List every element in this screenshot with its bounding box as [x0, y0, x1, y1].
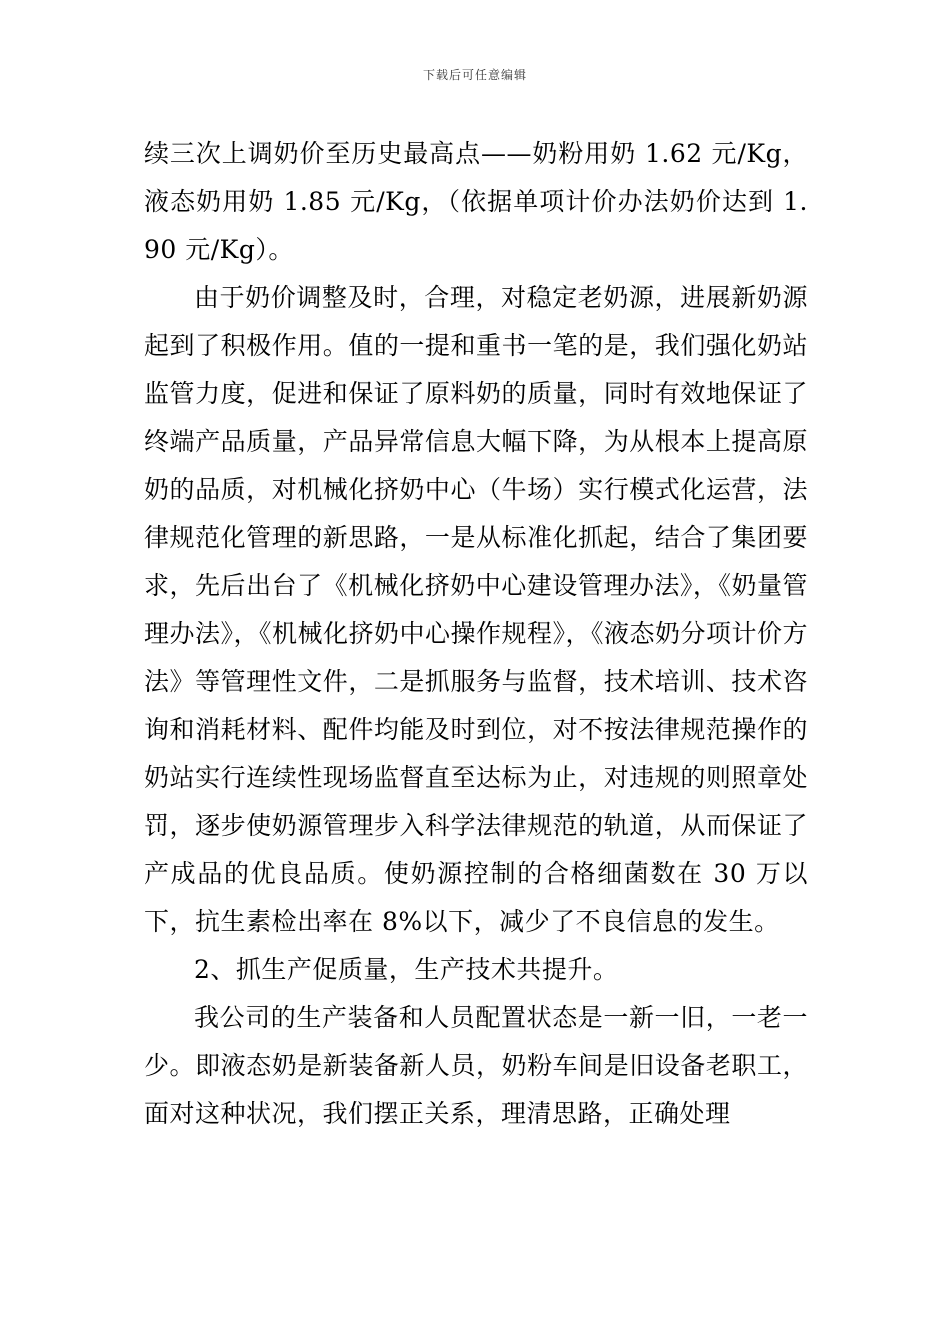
paragraph-3-heading: 2、抓生产促质量，生产技术共提升。 [194, 955, 619, 984]
page-header: 下载后可任意编辑 [422, 68, 527, 82]
document-body [144, 130, 808, 1138]
paragraph-1: 续三次上调奶价至历史最高点——奶粉用奶 1.62 元/Kg，液态奶用奶 1.85 元/Kg，（依据单项计价办法奶价达到 1.90 元/Kg）。 [144, 139, 808, 264]
paragraph-2: 由于奶价调整及时，合理，对稳定老奶源，进展新奶源起到了积极作用。值的一提和重书一笔的是，我们强化奶站监管力度，促进和保证了原料奶的质量，同时有效地保证了终端产品质量，产品异常信息大幅下降，为从根本上提高原奶的品质，对机械化挤奶中心（牛场）实行模式化运营，法律规范化管理的新思路，一是从标准化抓起，结合了集团要求，先后出台了《机械化挤奶中心建设管理办法》，《奶量管理办法》，《机械化挤奶中心操作规程》，《液态奶分项计价方法》等管理性文件，二是抓服务与监督，技术培训、技术咨询和消耗材料、配件均能及时到位，对不按法律规范操作的奶站实行连续性现场监督直至达标为止，对违规的则照章处罚，逐步使奶源管理步入科学法律规范的轨道，从而保证了产成品的优良品质。使奶源控制的合格细菌数在 30 万以下，抗生素检出率在 8%以下，减少了不良信息的发生。 [144, 283, 809, 936]
paragraph-4: 我公司的生产装备和人员配置状态是一新一旧，一老一少。即液态奶是新装备新人员，奶粉车间是旧设备老职工，面对这种状况，我们摆正关系，理清思路，正确处理 [144, 1003, 808, 1128]
